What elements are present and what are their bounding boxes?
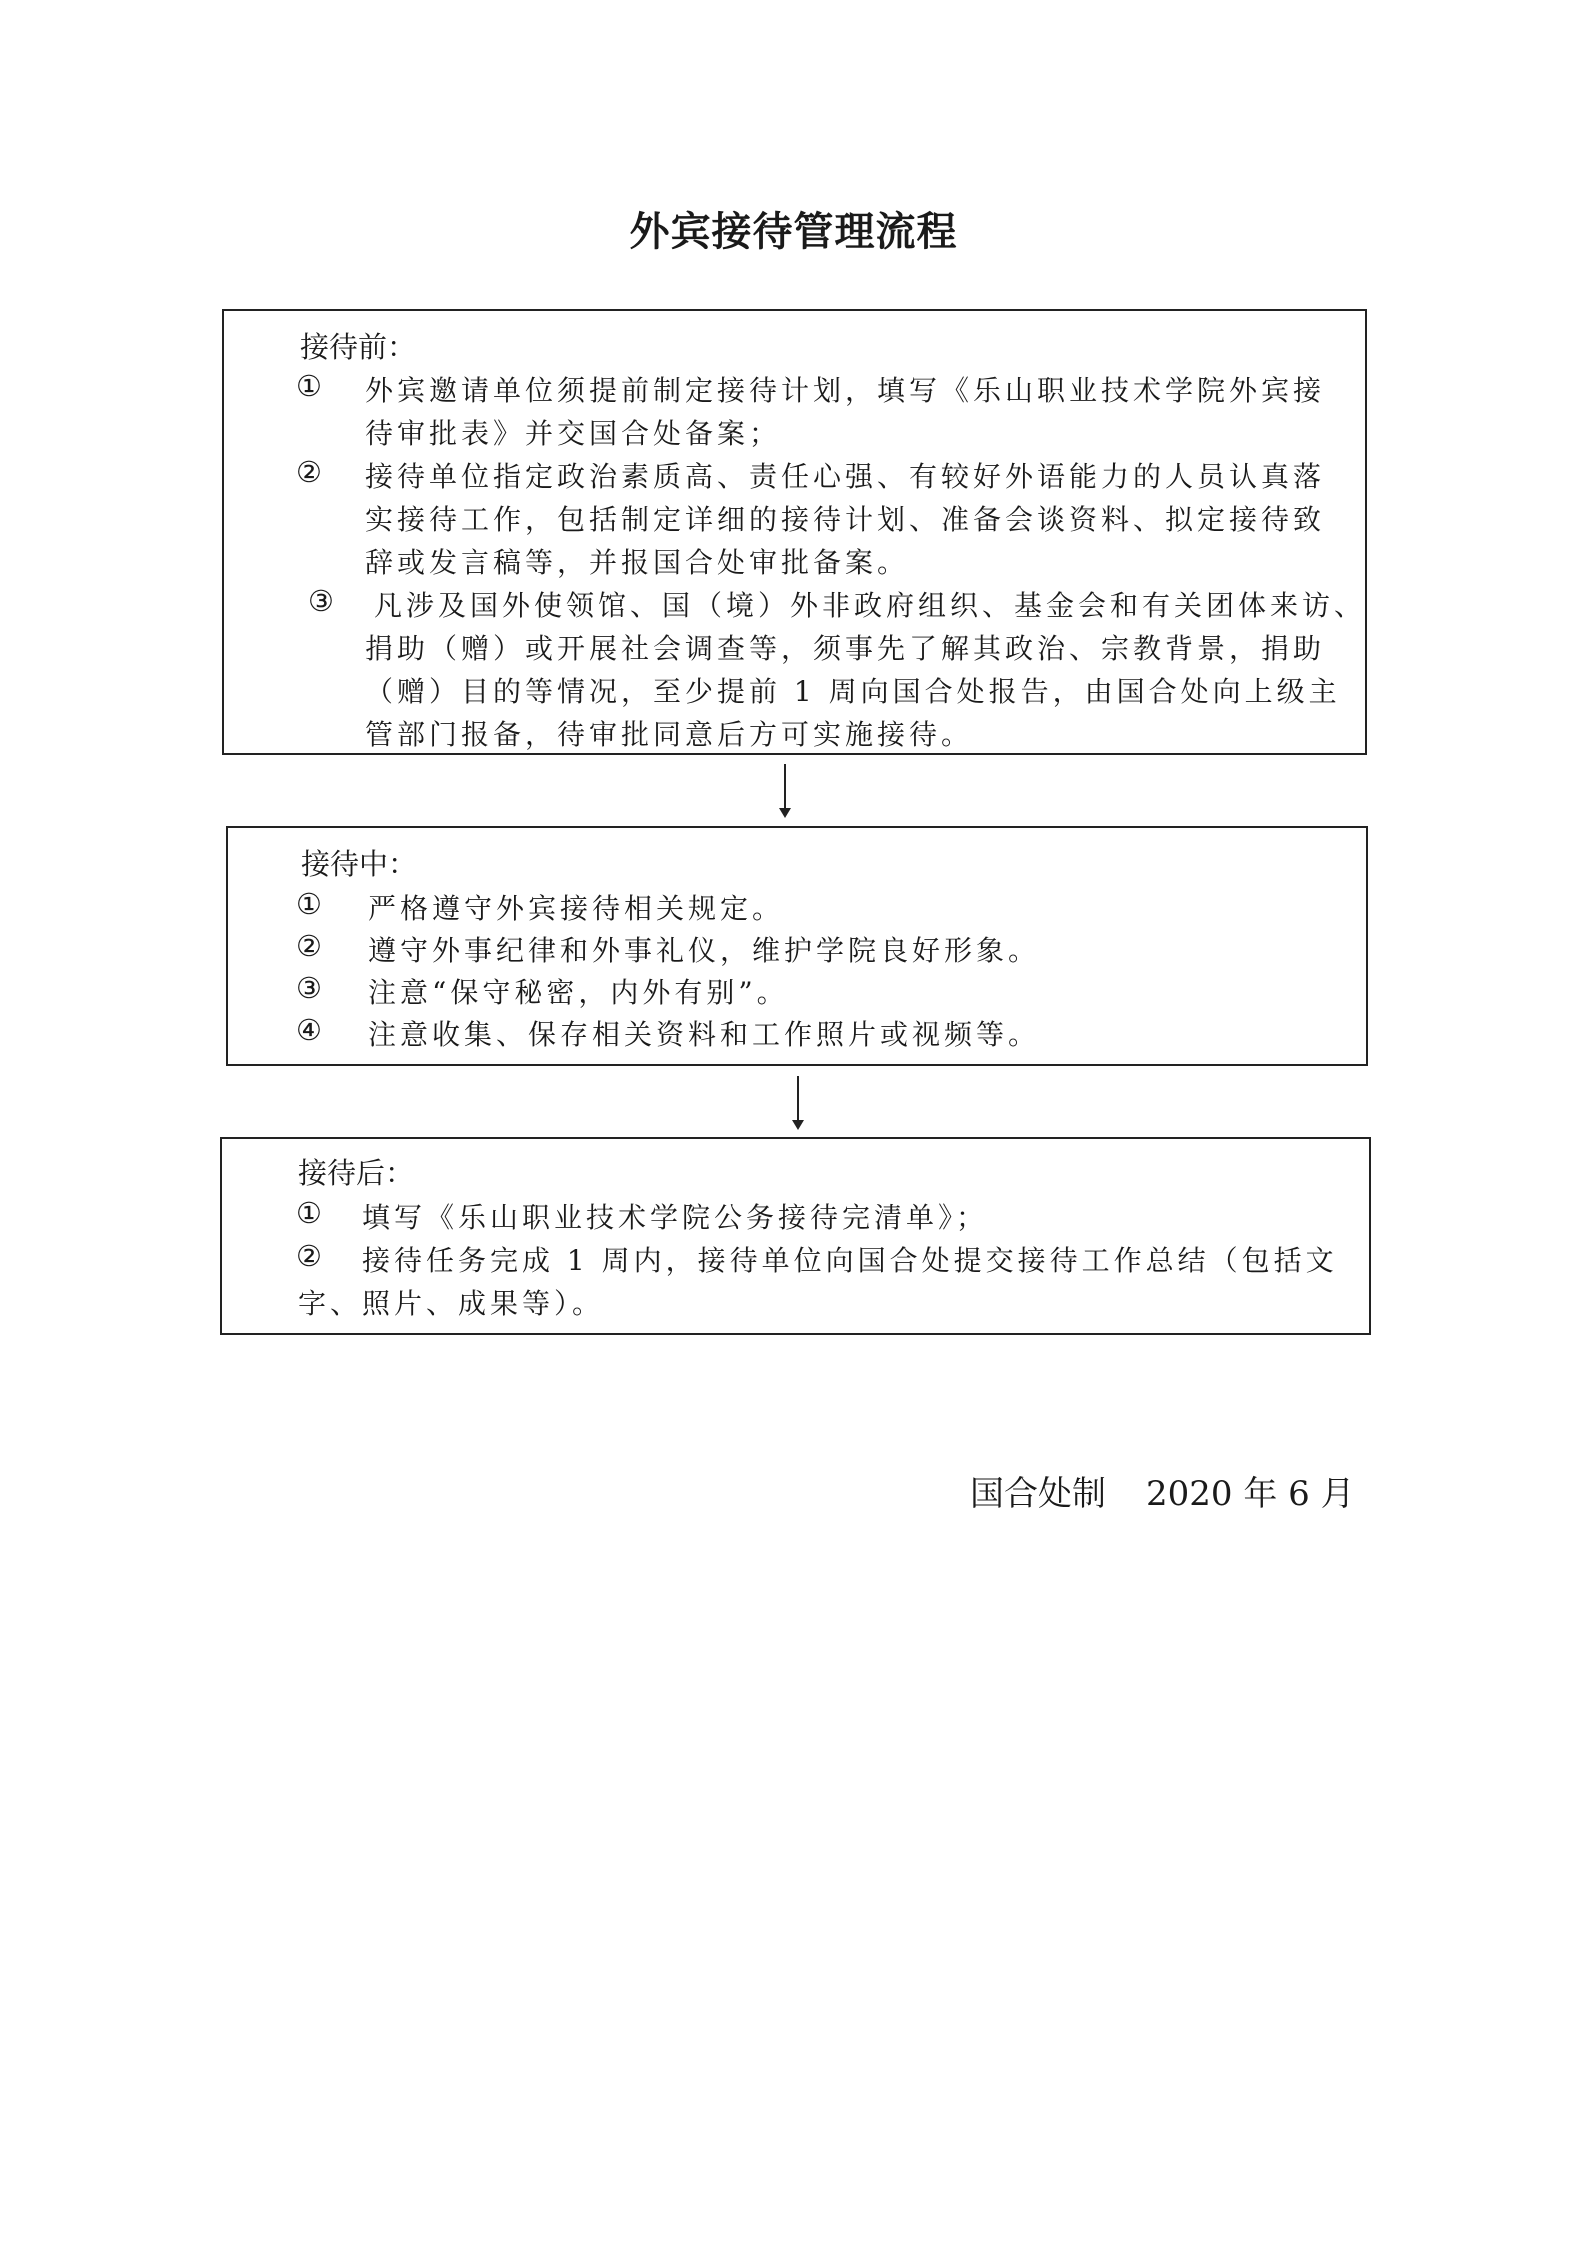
item-text-line: 实接待工作，包括制定详细的接待计划、准备会谈资料、拟定接待致 xyxy=(365,503,1326,536)
item-text-line: 外宾邀请单位须提前制定接待计划，填写《乐山职业技术学院外宾接 xyxy=(365,374,1326,407)
issue-date: 2020 年 6 月 xyxy=(1146,1474,1355,1514)
item-number: ① xyxy=(296,1196,322,1230)
item-text-line: 捐助（赠）或开展社会调查等，须事先了解其政治、宗教背景，捐助 xyxy=(365,632,1326,665)
item-text-line: 接待单位指定政治素质高、责任心强、有较好外语能力的人员认真落 xyxy=(365,460,1326,493)
item-number: ③ xyxy=(308,584,334,618)
item-text-line: 凡涉及国外使领馆、国（境）外非政府组织、基金会和有关团体来访、 xyxy=(374,589,1367,622)
item-number: ② xyxy=(296,929,322,963)
item-text-line: 严格遵守外宾接待相关规定。 xyxy=(368,892,785,925)
item-text-line: （赠）目的等情况，至少提前 1 周向国合处报告，由国合处向上级主 xyxy=(365,675,1341,708)
item-number: ③ xyxy=(296,971,322,1005)
item-number: ① xyxy=(296,369,322,403)
section-heading: 接待后： xyxy=(298,1156,415,1190)
item-number: ② xyxy=(296,455,322,489)
section-heading: 接待中： xyxy=(301,847,418,881)
item-text-line: 注意“保守秘密，内外有别”。 xyxy=(368,976,789,1009)
item-text-line: 辞或发言稿等，并报国合处审批备案。 xyxy=(365,546,910,579)
item-number: ② xyxy=(296,1239,322,1273)
item-text-line: 接待任务完成 1 周内，接待单位向国合处提交接待工作总结（包括文 xyxy=(362,1244,1338,1277)
section-during-reception xyxy=(226,826,1368,1066)
document-footer xyxy=(970,1466,1355,1515)
item-text-line: 待审批表》并交国合处备案； xyxy=(365,417,782,450)
section-heading: 接待前： xyxy=(300,330,417,364)
section-before-reception xyxy=(222,309,1367,755)
down-arrow-icon xyxy=(784,764,786,816)
section-after-reception xyxy=(220,1137,1371,1335)
item-number: ① xyxy=(296,887,322,921)
item-text-line: 管部门报备，待审批同意后方可实施接待。 xyxy=(365,718,974,751)
item-text-line: 字、照片、成果等）。 xyxy=(298,1287,605,1320)
page-title: 外宾接待管理流程 xyxy=(629,209,958,255)
issuing-office: 国合处制 xyxy=(970,1474,1106,1514)
item-number: ④ xyxy=(296,1013,322,1047)
item-text-line: 注意收集、保存相关资料和工作照片或视频等。 xyxy=(368,1018,1041,1051)
item-text-line: 填写《乐山职业技术学院公务接待完清单》； xyxy=(362,1201,989,1234)
item-text-line: 遵守外事纪律和外事礼仪，维护学院良好形象。 xyxy=(368,934,1041,967)
down-arrow-icon xyxy=(797,1076,799,1128)
